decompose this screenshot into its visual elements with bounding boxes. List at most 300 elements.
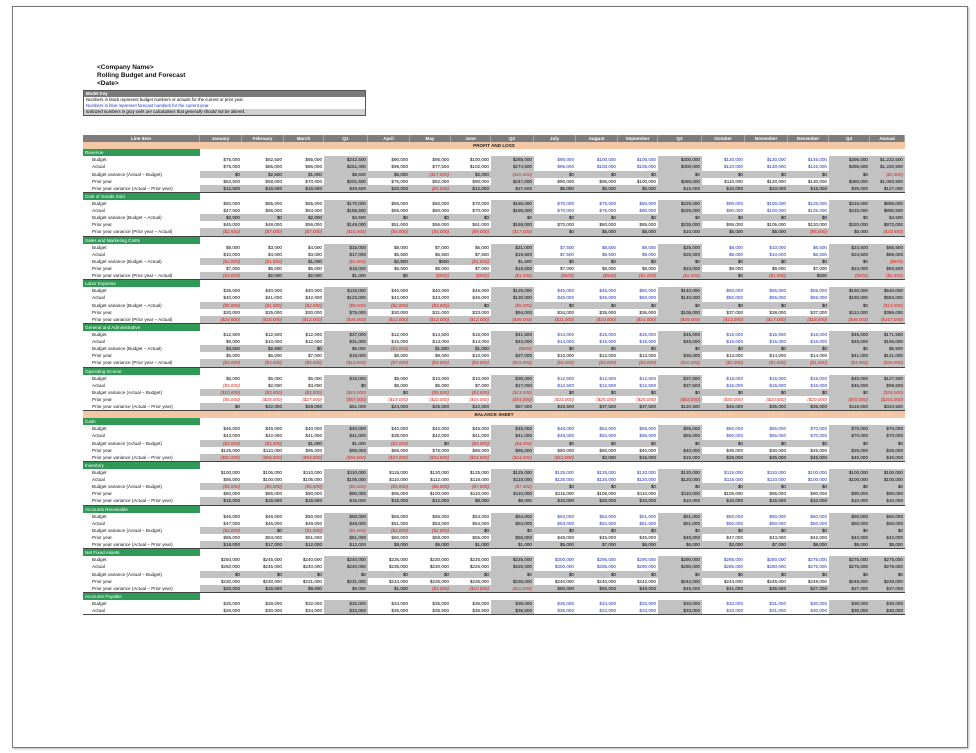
value-cell: $230,000 bbox=[429, 564, 449, 570]
table-row bbox=[83, 185, 905, 193]
value-cell: $275,000 bbox=[870, 556, 905, 563]
value-cell: $69,000 bbox=[265, 178, 282, 184]
value-cell: $5,500 bbox=[393, 265, 408, 271]
value-cell: $240,000 bbox=[302, 557, 322, 563]
value-cell: $12,000 bbox=[305, 331, 322, 337]
value-cell: $0 bbox=[576, 440, 618, 447]
value-cell: $83,500 bbox=[870, 265, 905, 272]
value-cell: $53,000 bbox=[557, 520, 574, 526]
value-cell: ($15,000) bbox=[469, 396, 489, 402]
value-cell: $231,000 bbox=[324, 578, 368, 585]
value-cell: $110,000 bbox=[767, 470, 786, 476]
value-cell: ($28,000) bbox=[870, 389, 905, 396]
value-cell: $170,000 bbox=[324, 200, 368, 207]
value-cell: $51,000 bbox=[658, 513, 702, 520]
table-row bbox=[83, 156, 905, 163]
value-cell: $7,000 bbox=[745, 541, 788, 548]
value-cell: $0 bbox=[745, 345, 788, 352]
value-cell: $3,000 bbox=[267, 244, 282, 250]
row-label: Budget variance (Actual – Budget) bbox=[92, 571, 162, 577]
value-cell: $48,000 bbox=[557, 535, 574, 541]
value-cell: $0 bbox=[788, 483, 829, 490]
value-cell: $37,000 bbox=[810, 309, 827, 315]
value-cell: $285,000 bbox=[658, 178, 702, 185]
value-cell: $2,000 bbox=[242, 272, 284, 279]
value-cell: $34,000 bbox=[557, 309, 574, 315]
table-row bbox=[83, 302, 905, 309]
value-cell: $0 bbox=[745, 302, 788, 309]
value-cell: ($3,000) bbox=[242, 440, 284, 447]
value-cell: $55,000 bbox=[769, 288, 786, 294]
value-cell: ($5,000) bbox=[410, 389, 451, 396]
value-cell: ($12,000) bbox=[368, 316, 410, 323]
value-cell: $55,000 bbox=[391, 513, 408, 519]
value-cell: $0 bbox=[368, 571, 410, 578]
table-row bbox=[83, 432, 905, 439]
value-cell: $0 bbox=[534, 258, 576, 265]
value-cell: $42,000 bbox=[432, 433, 449, 439]
value-cell: $52,000 bbox=[599, 433, 616, 439]
value-cell: $5,000 bbox=[368, 171, 410, 178]
value-cell: $9,000 bbox=[225, 339, 240, 345]
value-cell: $95,000 bbox=[324, 447, 368, 454]
value-cell: $386,000 bbox=[870, 309, 905, 316]
value-cell: $115,000 bbox=[555, 491, 574, 497]
value-cell: $0 bbox=[576, 302, 618, 309]
value-cell: $245,000 bbox=[766, 578, 786, 584]
value-cell: $115,000 bbox=[829, 403, 870, 410]
table-row bbox=[83, 425, 905, 432]
value-cell: $0 bbox=[324, 382, 368, 389]
value-cell: $2,000 bbox=[451, 171, 491, 178]
value-cell: $242,000 bbox=[636, 578, 656, 584]
value-cell: $120,000 bbox=[723, 164, 743, 170]
row-label: Budget variance (Actual – Budget) bbox=[92, 171, 162, 177]
value-cell: $0 bbox=[618, 302, 658, 309]
value-cell: $110,000 bbox=[389, 477, 408, 483]
table-row bbox=[83, 163, 905, 170]
value-cell: $55,000 bbox=[391, 208, 408, 214]
value-cell: $31,000 bbox=[769, 601, 786, 606]
value-cell: $185,000 bbox=[491, 207, 534, 214]
value-cell: $1,500 bbox=[410, 345, 451, 352]
category-row bbox=[83, 368, 905, 375]
value-cell: $25,000 bbox=[658, 251, 702, 258]
table-row bbox=[83, 490, 905, 497]
value-cell: $27,000 bbox=[788, 585, 829, 592]
value-cell: $100,000 bbox=[636, 178, 656, 184]
value-cell: $77,500 bbox=[432, 164, 449, 170]
value-cell: $0 bbox=[576, 171, 618, 178]
row-label: Budget bbox=[92, 557, 107, 563]
value-cell: $8,000 bbox=[451, 497, 491, 504]
value-cell: $0 bbox=[284, 345, 324, 352]
value-cell: $54,000 bbox=[491, 520, 534, 527]
table-row bbox=[83, 520, 905, 527]
value-cell: $240,000 bbox=[302, 564, 322, 570]
value-cell: ($47,000) bbox=[368, 454, 410, 461]
value-cell: ($4,000) bbox=[534, 359, 576, 366]
value-cell: $12,000 bbox=[410, 497, 451, 504]
value-cell: $285,000 bbox=[491, 156, 534, 163]
value-cell: $248,000 bbox=[807, 578, 827, 584]
table-row bbox=[83, 497, 905, 505]
value-cell: $51,000 bbox=[639, 513, 656, 519]
value-cell: $12,500 bbox=[200, 185, 242, 192]
value-cell: $242,500 bbox=[324, 156, 368, 163]
value-cell: ($5,000) bbox=[284, 359, 324, 366]
value-cell: $0 bbox=[870, 440, 905, 447]
value-cell: $65,000 bbox=[491, 447, 534, 454]
row-label: Prior year variance (Prior year – Actual) bbox=[92, 316, 173, 322]
value-cell: $34,000 bbox=[599, 601, 616, 606]
row-label: Budget variance (Actual – Budget) bbox=[92, 389, 162, 395]
table-row bbox=[83, 578, 905, 585]
value-cell: $540,000 bbox=[870, 287, 905, 294]
value-cell: $8,000 bbox=[870, 541, 905, 548]
value-cell: $10,000 bbox=[557, 353, 574, 359]
row-label: Budget variance (Actual – Budget) bbox=[92, 440, 162, 446]
value-cell: $35,000 bbox=[223, 288, 240, 294]
value-cell: $53,000 bbox=[432, 520, 449, 526]
value-cell: $85,000 bbox=[265, 491, 282, 497]
value-cell: $0 bbox=[658, 440, 702, 447]
value-cell: $110,000 bbox=[491, 490, 534, 497]
category-label: Net Fixed Assets bbox=[83, 549, 200, 556]
value-cell: $90,000 bbox=[324, 490, 368, 497]
value-cell: $50,000 bbox=[870, 513, 905, 520]
value-cell: ($1,000) bbox=[745, 272, 788, 279]
value-cell: ($3,000) bbox=[410, 302, 451, 309]
value-cell: $0 bbox=[658, 571, 702, 578]
value-cell: $95,000 bbox=[726, 222, 743, 228]
value-cell: $31,000 bbox=[324, 338, 368, 345]
value-cell: $15,000 bbox=[368, 497, 410, 504]
value-cell: $60,000 bbox=[557, 447, 574, 453]
value-cell: $0 bbox=[745, 440, 788, 447]
value-cell: $54,000 bbox=[472, 520, 489, 526]
value-cell: ($54,000) bbox=[491, 396, 534, 403]
value-cell: $94,000 bbox=[491, 309, 534, 316]
value-cell: ($500) bbox=[451, 272, 491, 279]
value-cell: $8,000 bbox=[393, 353, 408, 359]
value-cell: $2,500 bbox=[242, 171, 284, 178]
value-cell: $105,000 bbox=[636, 164, 656, 170]
value-cell: $70,000 bbox=[870, 425, 905, 432]
value-cell: ($4,000) bbox=[242, 359, 284, 366]
value-cell: $343,500 bbox=[870, 403, 905, 410]
value-cell: $0 bbox=[324, 571, 368, 578]
value-cell: $0 bbox=[576, 483, 618, 490]
table-row bbox=[83, 600, 905, 607]
value-cell: $8,000 bbox=[728, 244, 743, 250]
value-cell: $45,000 bbox=[557, 288, 574, 294]
value-cell: ($1,000) bbox=[284, 527, 324, 534]
value-cell: $230,000 bbox=[429, 557, 449, 563]
value-cell: $1,000 bbox=[324, 440, 368, 447]
value-cell: $30,000 bbox=[491, 375, 534, 382]
column-header-q4: Q4 bbox=[829, 135, 870, 142]
value-cell: $7,000 bbox=[812, 265, 827, 271]
value-cell: $0 bbox=[242, 527, 284, 534]
value-cell: $225,000 bbox=[658, 200, 702, 207]
value-cell: $60,000 bbox=[726, 426, 743, 432]
value-cell: $0 bbox=[410, 214, 451, 221]
value-cell: $15,000 bbox=[324, 497, 368, 504]
value-cell: $6,000 bbox=[474, 244, 489, 250]
value-cell: $5,000 bbox=[225, 375, 240, 381]
table-row bbox=[83, 469, 905, 476]
value-cell: ($500) bbox=[576, 272, 618, 279]
value-cell: ($48,000) bbox=[829, 316, 870, 323]
table-row bbox=[83, 316, 905, 324]
value-cell: $42,000 bbox=[391, 295, 408, 301]
value-cell: $0 bbox=[788, 345, 829, 352]
value-cell: $12,500 bbox=[557, 375, 574, 381]
value-cell: $51,000 bbox=[324, 403, 368, 410]
value-cell: $15,000 bbox=[242, 497, 284, 504]
value-cell: $12,500 bbox=[639, 382, 656, 388]
value-cell: $65,000 bbox=[769, 433, 786, 439]
table-row bbox=[83, 382, 905, 389]
value-cell: $12,000 bbox=[284, 541, 324, 548]
value-cell: $3,000 bbox=[307, 382, 322, 388]
value-cell: ($3,000) bbox=[242, 389, 284, 396]
value-cell: $50,000 bbox=[639, 288, 656, 294]
value-cell: $0 bbox=[870, 571, 905, 578]
section-title: BALANCE SHEET bbox=[83, 411, 905, 418]
value-cell: ($12,000) bbox=[534, 454, 576, 461]
value-cell: $14,000 bbox=[472, 339, 489, 345]
value-cell: $0 bbox=[491, 214, 534, 221]
value-cell: $27,000 bbox=[870, 585, 905, 592]
value-cell: $234,000 bbox=[388, 578, 408, 584]
category-row bbox=[83, 193, 905, 200]
value-cell: $75,000 bbox=[324, 309, 368, 316]
value-cell: $149,000 bbox=[324, 221, 368, 228]
value-cell: $120,000 bbox=[636, 477, 656, 483]
table-row bbox=[83, 585, 905, 593]
value-cell: $55,000 bbox=[658, 432, 702, 439]
column-header-october: October bbox=[702, 135, 745, 142]
value-cell: $185,000 bbox=[491, 200, 534, 207]
value-cell: $165,500 bbox=[324, 207, 368, 214]
value-cell: $36,000 bbox=[639, 309, 656, 315]
value-cell: $100,000 bbox=[870, 469, 905, 476]
value-cell: $90,000 bbox=[391, 157, 408, 163]
value-cell: ($33,000) bbox=[410, 454, 451, 461]
value-cell: $56,000 bbox=[305, 222, 322, 228]
value-cell: $35,500 bbox=[432, 608, 449, 614]
value-cell: $1,093,500 bbox=[870, 178, 905, 185]
value-cell: $290,000 bbox=[636, 564, 656, 570]
value-cell: $225,000 bbox=[491, 563, 534, 570]
value-cell: ($1,500) bbox=[451, 258, 491, 265]
value-cell: $95,000 bbox=[432, 157, 449, 163]
value-cell: $27,500 bbox=[491, 185, 534, 192]
value-cell: $90,000 bbox=[472, 178, 489, 184]
value-cell: ($33,000) bbox=[554, 396, 574, 402]
value-cell: $5,000 bbox=[618, 185, 658, 192]
value-cell: $32,000 bbox=[726, 601, 743, 606]
value-cell: $45,000 bbox=[223, 222, 240, 228]
value-cell: $65,000 bbox=[769, 426, 786, 432]
value-cell: ($264,000) bbox=[870, 396, 905, 403]
value-cell: $100,000 bbox=[220, 470, 240, 476]
budget-table bbox=[83, 135, 905, 615]
value-cell: $10,000 bbox=[432, 375, 449, 381]
value-cell: $127,000 bbox=[870, 185, 905, 192]
value-cell: $95,000 bbox=[391, 164, 408, 170]
value-cell: $43,000 bbox=[432, 295, 449, 301]
value-cell: $0 bbox=[576, 258, 618, 265]
value-cell: $5,000 bbox=[745, 228, 788, 235]
value-cell: $40,000 bbox=[391, 426, 408, 432]
value-cell: $0 bbox=[618, 171, 658, 178]
category-row bbox=[83, 280, 905, 287]
value-cell: $4,000 bbox=[307, 244, 322, 250]
value-cell: ($4,000) bbox=[829, 359, 870, 366]
model-key-line-gray: Italicized numbers in gray cells are calculations that generally should not be altered. bbox=[84, 109, 365, 115]
value-cell: $0 bbox=[451, 571, 491, 578]
value-cell: $15,000 bbox=[242, 585, 284, 592]
value-cell: $41,000 bbox=[305, 433, 322, 439]
value-cell: $0 bbox=[702, 345, 745, 352]
value-cell: $0 bbox=[368, 389, 410, 396]
column-header-may: May bbox=[410, 135, 451, 142]
value-cell: ($24,000) bbox=[491, 454, 534, 461]
value-cell: ($54,000) bbox=[324, 454, 368, 461]
value-cell: $0 bbox=[410, 571, 451, 578]
value-cell: $15,000 bbox=[658, 454, 702, 461]
value-cell: $6,000 bbox=[434, 265, 449, 271]
value-cell: $37,500 bbox=[576, 403, 618, 410]
value-cell: $171,500 bbox=[870, 331, 905, 338]
value-cell: ($8,000) bbox=[324, 302, 368, 309]
value-cell: $315,000 bbox=[829, 207, 870, 214]
value-cell: $50,000 bbox=[305, 513, 322, 519]
value-cell: $31,000 bbox=[769, 608, 786, 614]
value-cell: $15,000 bbox=[769, 339, 786, 345]
value-cell: $100,000 bbox=[596, 164, 616, 170]
value-cell: $34,000 bbox=[305, 608, 322, 614]
value-cell: $60,000 bbox=[432, 200, 449, 206]
value-cell: $0 bbox=[829, 527, 870, 534]
row-label: Actual bbox=[92, 564, 105, 570]
value-cell: $0 bbox=[618, 527, 658, 534]
value-cell: $85,000 bbox=[265, 164, 282, 170]
value-cell: $61,000 bbox=[324, 534, 368, 541]
value-cell: $290,000 bbox=[658, 563, 702, 570]
value-cell: $0 bbox=[576, 527, 618, 534]
value-cell: $100,000 bbox=[596, 157, 616, 163]
value-cell: ($10,000) bbox=[491, 585, 534, 592]
value-cell: ($48,000) bbox=[324, 316, 368, 323]
value-cell: $100,000 bbox=[829, 469, 870, 476]
row-label: Prior year bbox=[92, 535, 112, 541]
value-cell: $46,000 bbox=[265, 513, 282, 519]
value-cell: $0 bbox=[788, 302, 829, 309]
value-cell: $35,000 bbox=[829, 185, 870, 192]
value-cell: $125,000 bbox=[807, 200, 827, 206]
value-cell: ($68,000) bbox=[242, 454, 284, 461]
table-row bbox=[83, 447, 905, 454]
value-cell: $0 bbox=[618, 440, 658, 447]
value-cell: $14,000 bbox=[557, 331, 574, 337]
value-cell: $37,000 bbox=[324, 331, 368, 338]
value-cell: $14,000 bbox=[769, 353, 786, 359]
value-cell: $395,000 bbox=[829, 156, 870, 163]
value-cell: $105,000 bbox=[302, 477, 322, 483]
value-cell: ($9,000) bbox=[451, 228, 491, 235]
table-row bbox=[83, 258, 905, 265]
value-cell: $28,000 bbox=[265, 601, 282, 606]
value-cell: $6,500 bbox=[812, 244, 827, 250]
value-cell: $125,000 bbox=[554, 477, 574, 483]
value-cell: $300,000 bbox=[658, 156, 702, 163]
column-header-q3: Q3 bbox=[658, 135, 702, 142]
value-cell: ($3,000) bbox=[451, 389, 491, 396]
value-cell: ($5,000) bbox=[410, 585, 451, 592]
value-cell: ($500) bbox=[829, 272, 870, 279]
table-row bbox=[83, 607, 905, 615]
value-cell: $40,000 bbox=[324, 425, 368, 432]
value-cell: $0 bbox=[534, 345, 576, 352]
value-cell: $15,000 bbox=[788, 185, 829, 192]
value-cell: $13,000 bbox=[432, 339, 449, 345]
value-cell: $0 bbox=[491, 571, 534, 578]
value-cell: $0 bbox=[658, 389, 702, 396]
value-cell: $110,000 bbox=[263, 447, 282, 453]
value-cell: $50,000 bbox=[829, 520, 870, 527]
value-cell: $100,000 bbox=[429, 491, 449, 497]
value-cell: ($5,000) bbox=[491, 302, 534, 309]
value-cell: $27,000 bbox=[491, 352, 534, 359]
value-cell: $90,000 bbox=[305, 491, 322, 497]
value-cell: $75,000 bbox=[223, 164, 240, 170]
value-cell: $25,000 bbox=[870, 447, 905, 454]
value-cell: ($167,000) bbox=[870, 316, 905, 323]
value-cell: $23,000 bbox=[658, 265, 702, 272]
value-cell: $55,000 bbox=[810, 288, 827, 294]
value-cell: $45,000 bbox=[491, 425, 534, 432]
value-cell: ($1,000) bbox=[788, 359, 829, 366]
value-cell: $40,000 bbox=[265, 288, 282, 294]
value-cell: $0 bbox=[368, 214, 410, 221]
value-cell: $12,000 bbox=[305, 339, 322, 345]
value-cell: $24,500 bbox=[829, 244, 870, 251]
value-cell: $90,000 bbox=[726, 208, 743, 214]
value-cell: $35,000 bbox=[745, 454, 788, 461]
value-cell: $105,000 bbox=[766, 222, 786, 228]
value-cell: $13,000 bbox=[726, 353, 743, 359]
value-cell: $100,000 bbox=[262, 477, 282, 483]
value-cell: $7,000 bbox=[225, 265, 240, 271]
value-cell: $0 bbox=[788, 389, 829, 396]
value-cell: ($57,000) bbox=[324, 396, 368, 403]
value-cell: $15,000 bbox=[810, 331, 827, 337]
value-cell: $82,000 bbox=[432, 178, 449, 184]
value-cell: $48,000 bbox=[658, 585, 702, 592]
value-cell: $0 bbox=[491, 527, 534, 534]
value-cell: $10,000 bbox=[534, 497, 576, 504]
value-cell: $30,000 bbox=[829, 600, 870, 607]
value-cell: $300,000 bbox=[554, 564, 574, 570]
value-cell: $0 bbox=[702, 571, 745, 578]
value-cell: $15,000 bbox=[810, 339, 827, 345]
value-cell: $70,000 bbox=[305, 178, 322, 184]
value-cell: $37,500 bbox=[618, 403, 658, 410]
